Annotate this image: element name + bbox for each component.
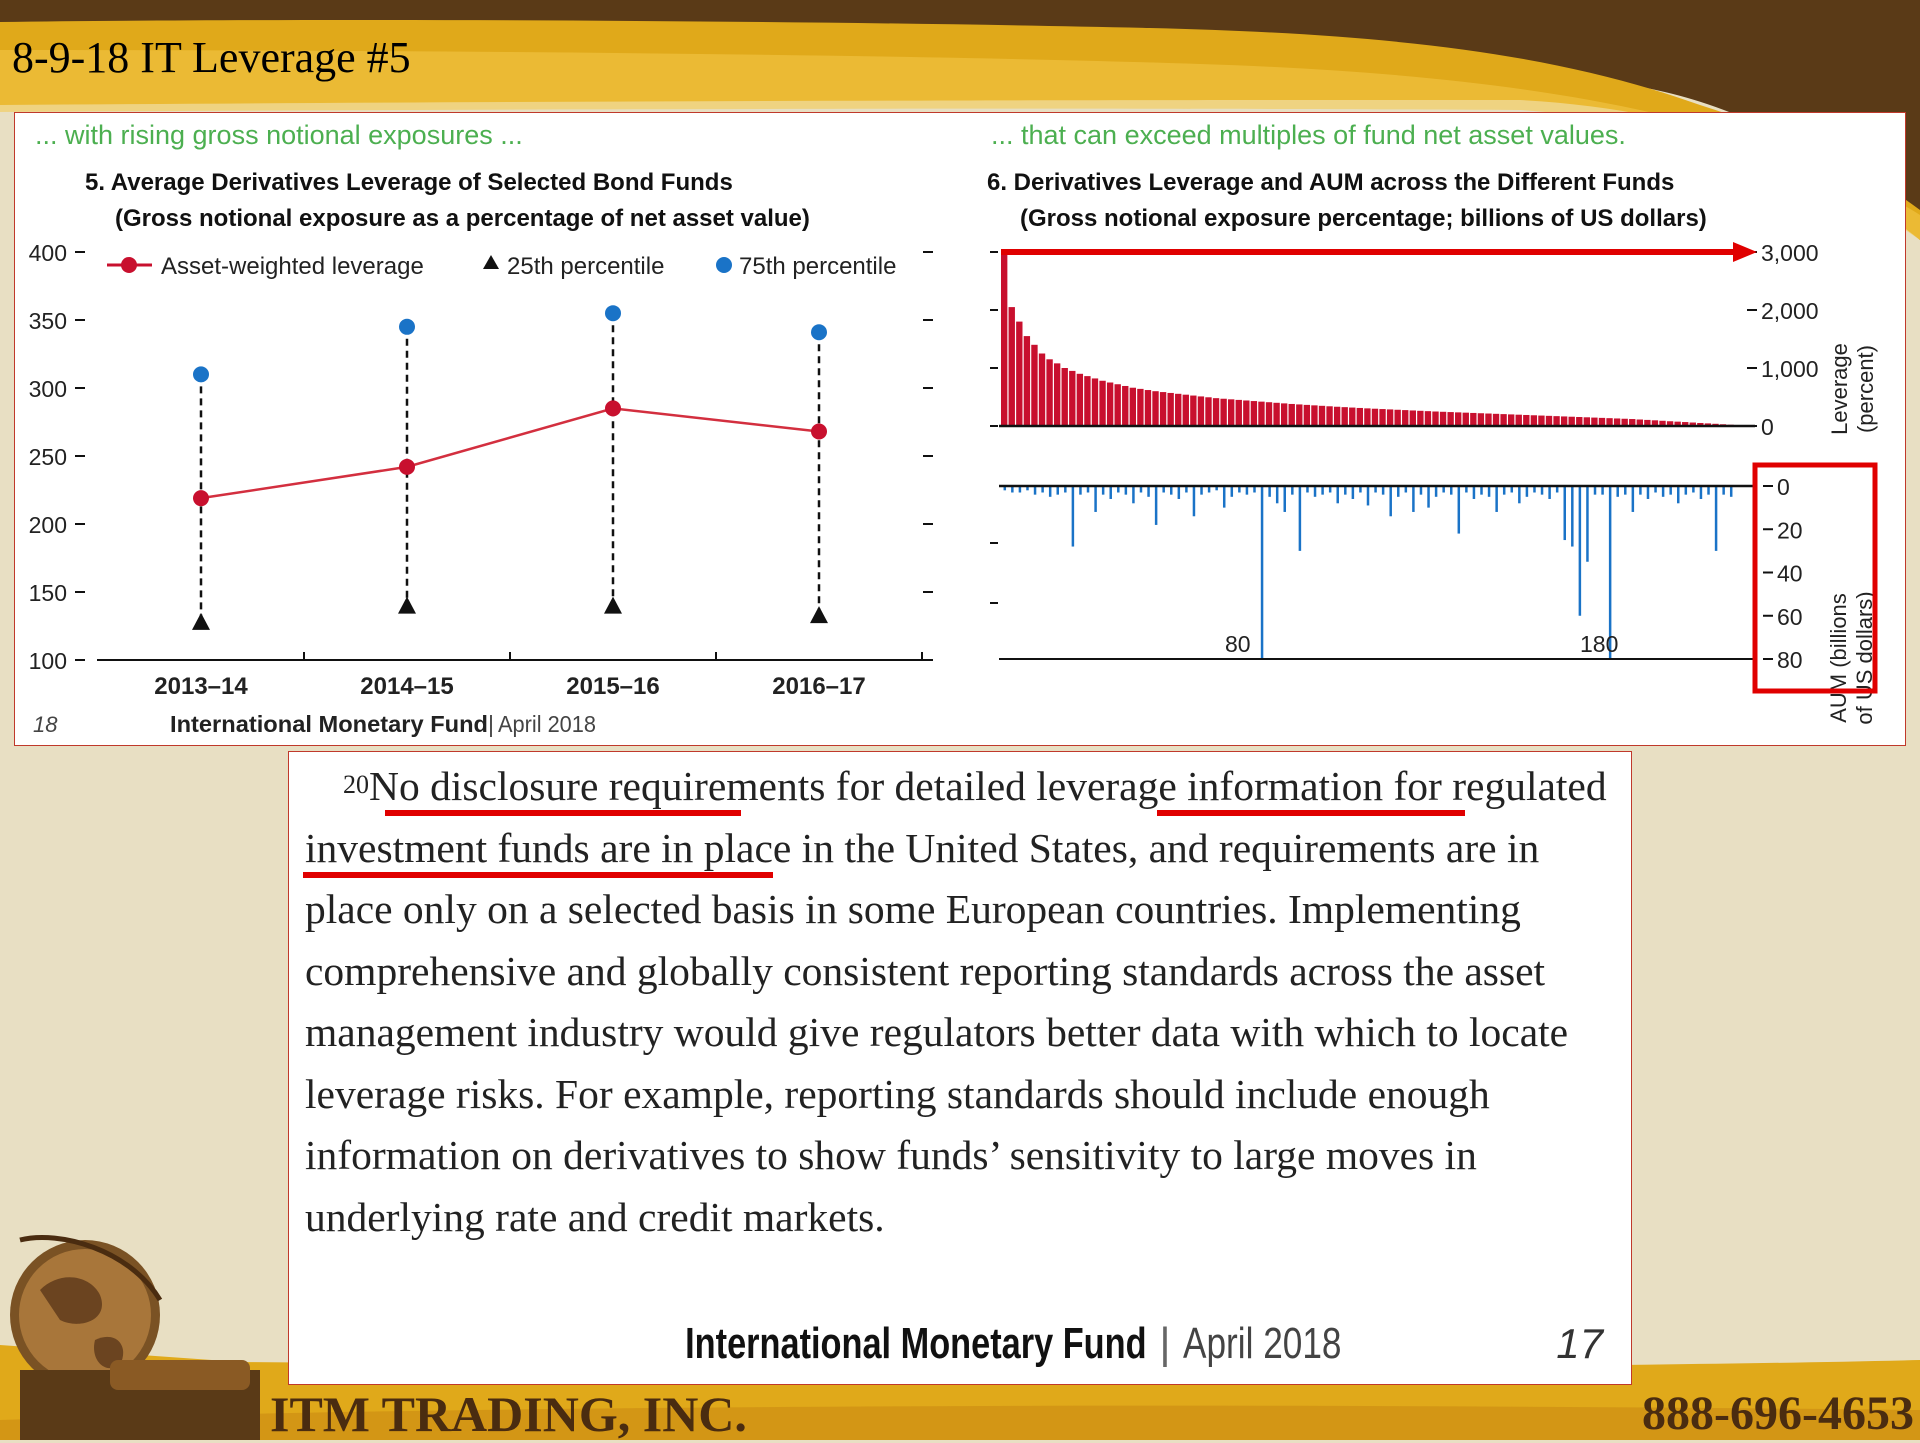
leverage-bar (1009, 307, 1015, 426)
leverage-bar (1311, 405, 1317, 426)
leverage-bar (1357, 408, 1363, 426)
left-chart-axes (29, 240, 933, 700)
left-xtick-label: 2013–14 (154, 673, 248, 700)
charts-svg (15, 113, 1905, 745)
leverage-bar (1319, 406, 1325, 426)
leverage-bar (1077, 374, 1083, 426)
leverage-bar (1137, 389, 1143, 426)
underline-annotation-2 (1157, 810, 1465, 816)
footnote-body: No disclosure requirements for detailed leverage information for regulated investment funds are in place in the United States, and requirements are in place only on a selected basis in some European countries. Implementing comprehensive and globally consistent reporting standards across the asset management industry would give regulators better data with which to locate leverage risks. For example, reporting standards should include enough information on derivatives to show funds’ sensitivity to large moves in underlying rate and credit markets. (305, 763, 1607, 1240)
legend-p25: 25th percentile (507, 253, 665, 280)
aum-annotation-80: 80 (1225, 631, 1251, 657)
weighted-leverage-point (811, 424, 827, 440)
p75-point (811, 324, 827, 340)
leverage-bar (1553, 416, 1559, 426)
leverage-tick-label: 3,000 (1761, 240, 1819, 266)
aum-tick-label: 0 (1777, 474, 1790, 500)
leverage-bar (1016, 322, 1022, 426)
weighted-leverage-line (201, 408, 819, 498)
weighted-leverage-point (605, 400, 621, 416)
leverage-bar (1198, 396, 1204, 426)
footer-brand: ITM TRADING, INC. (270, 1386, 747, 1442)
leverage-bar (1379, 409, 1385, 426)
leverage-bar (1069, 371, 1075, 426)
leverage-bar (1463, 413, 1469, 426)
leverage-bar (1493, 414, 1499, 426)
leverage-bar (1115, 384, 1121, 426)
leverage-bar (1062, 368, 1068, 426)
leverage-bar (1099, 381, 1105, 426)
leverage-bar (1417, 411, 1423, 426)
leverage-bar (1107, 383, 1113, 427)
left-ytick-label: 100 (28, 648, 67, 674)
left-chart-plot (192, 305, 828, 630)
leverage-bar (1440, 412, 1446, 426)
underline-annotation-3 (303, 872, 773, 878)
aum-tick-label: 80 (1777, 647, 1803, 673)
leverage-bar (1455, 412, 1461, 426)
leverage-bar (1266, 402, 1272, 426)
left-kicker: ... with rising gross notional exposures ... (35, 120, 523, 150)
slide-title: 8-9-18 IT Leverage #5 (12, 33, 411, 82)
leverage-bar (1031, 345, 1037, 426)
leverage-bar (1478, 413, 1484, 426)
leverage-bar (1326, 406, 1332, 426)
left-source: International Monetary Fund (170, 711, 488, 737)
leverage-bar (1447, 412, 1453, 426)
legend-weighted: Asset-weighted leverage (161, 253, 424, 280)
leverage-bar (1485, 414, 1491, 426)
legend-p75: 75th percentile (739, 253, 897, 280)
leverage-bar (1084, 376, 1090, 426)
leverage-bar (1228, 399, 1234, 426)
leverage-tick-label: 2,000 (1761, 298, 1819, 324)
right-chart-subtitle: (Gross notional exposure percentage; billions of US dollars) (1020, 205, 1707, 232)
leverage-tick-label: 0 (1761, 414, 1774, 440)
leverage-bar (1122, 386, 1128, 426)
leverage-bar (1402, 410, 1408, 426)
aum-axis-label: AUM (billions (1826, 593, 1851, 723)
left-chart-subtitle: (Gross notional exposure as a percentage of net asset value) (115, 205, 810, 232)
leverage-bar (1236, 400, 1242, 426)
left-ytick-label: 250 (28, 444, 67, 470)
leverage-bar (1364, 408, 1370, 426)
right-chart-title: 6. Derivatives Leverage and AUM across the Different Funds (987, 169, 1675, 196)
leverage-axis-label: Leverage (1827, 343, 1852, 435)
leverage-bar (1243, 400, 1249, 426)
leverage-bar (1576, 417, 1582, 426)
left-source-sep: | (488, 711, 494, 737)
leverage-bar (1342, 407, 1348, 426)
leverage-bar (1190, 396, 1196, 426)
aum-annotation-180: 180 (1580, 631, 1619, 657)
leverage-bar (1024, 336, 1030, 426)
leverage-bar (1167, 393, 1173, 426)
leverage-bar (1152, 391, 1158, 426)
leverage-bar (1538, 416, 1544, 426)
footnote-source: International Monetary Fund | April 2018 (685, 1319, 1342, 1368)
leverage-bar (1296, 404, 1302, 426)
left-ytick-label: 300 (28, 376, 67, 402)
leverage-bar (1213, 398, 1219, 426)
leverage-bar (1220, 399, 1226, 426)
p25-point (192, 613, 210, 630)
footnote-text (305, 756, 1625, 1248)
leverage-bar (1130, 388, 1136, 426)
leverage-bar (1258, 402, 1264, 426)
left-ytick-label: 150 (28, 580, 67, 606)
p75-point (193, 366, 209, 382)
leverage-bar (1372, 409, 1378, 426)
underline-annotation-1 (385, 810, 741, 816)
footnote-page-number: 17 (1556, 1320, 1603, 1367)
aum-panel (990, 474, 1803, 673)
leverage-bar (1584, 417, 1590, 426)
leverage-bar (1175, 394, 1181, 426)
leverage-bar (1160, 392, 1166, 426)
leverage-bar (1508, 414, 1514, 426)
footer-phone: 888-696-4653 (1642, 1387, 1914, 1440)
leverage-bar (1394, 410, 1400, 426)
leverage-bar (1425, 411, 1431, 426)
leverage-panel (990, 240, 1819, 440)
left-source-date: April 2018 (498, 711, 596, 737)
aum-tick-label: 20 (1777, 517, 1803, 544)
leverage-bar (1591, 418, 1597, 426)
left-legend (107, 253, 896, 280)
leverage-bar (1500, 414, 1506, 426)
leverage-bar (1432, 412, 1438, 427)
left-chart-title: 5. Average Derivatives Leverage of Selected Bond Funds (85, 169, 733, 196)
weighted-leverage-point (193, 490, 209, 506)
leverage-bar (1183, 395, 1189, 426)
aum-tick-label: 60 (1777, 603, 1803, 630)
leverage-bar (1334, 407, 1340, 426)
leverage-bar (1349, 408, 1355, 426)
p25-point (398, 597, 416, 614)
aum-tick-label: 40 (1777, 560, 1803, 587)
leverage-bar (1273, 403, 1279, 426)
leverage-bar (1410, 410, 1416, 426)
footnote-source-name: International Monetary Fund (685, 1319, 1147, 1368)
leverage-bar (1046, 359, 1052, 426)
leverage-tick-label: 1,000 (1761, 356, 1819, 382)
leverage-bar (1569, 417, 1575, 426)
leverage-bar (1523, 415, 1529, 426)
leverage-bar (1205, 397, 1211, 426)
leverage-bar (1092, 378, 1098, 426)
left-page-number: 18 (33, 712, 58, 737)
left-ytick-label: 400 (28, 240, 67, 266)
footnote-number: 20 (343, 770, 369, 799)
leverage-bar (1054, 363, 1060, 426)
left-ytick-label: 200 (28, 512, 67, 538)
leverage-bar (1561, 416, 1567, 426)
p25-point (810, 606, 828, 623)
leverage-bar (1289, 404, 1295, 426)
imf-charts-panel (14, 112, 1906, 746)
leverage-bar (1251, 401, 1257, 426)
footnote-source-date: April 2018 (1182, 1319, 1342, 1368)
leverage-bar (1516, 415, 1522, 426)
right-kicker: ... that can exceed multiples of fund net asset values. (991, 120, 1626, 150)
leverage-bar (1470, 413, 1476, 426)
footnote-panel (288, 751, 1632, 1385)
leverage-bar (1546, 416, 1552, 426)
leverage-axis-label-2: (percent) (1853, 344, 1878, 434)
weighted-leverage-point (399, 459, 415, 475)
leverage-bar (1531, 415, 1537, 426)
aum-axis-label-2: of US dollars) (1852, 591, 1877, 725)
leverage-bar (1145, 390, 1151, 426)
leverage-bar (1304, 405, 1310, 426)
leverage-bar (1039, 354, 1045, 427)
red-arrow-annotation (1001, 242, 1757, 262)
leverage-bar (1281, 403, 1287, 426)
p25-point (604, 597, 622, 614)
p75-point (399, 319, 415, 335)
left-xtick-label: 2014–15 (360, 673, 454, 700)
left-ytick-label: 350 (28, 308, 67, 334)
leverage-bar (1387, 409, 1393, 426)
leverage-bar (1001, 252, 1007, 426)
left-xtick-label: 2015–16 (566, 673, 660, 700)
left-xtick-label: 2016–17 (772, 673, 866, 700)
p75-point (605, 305, 621, 321)
